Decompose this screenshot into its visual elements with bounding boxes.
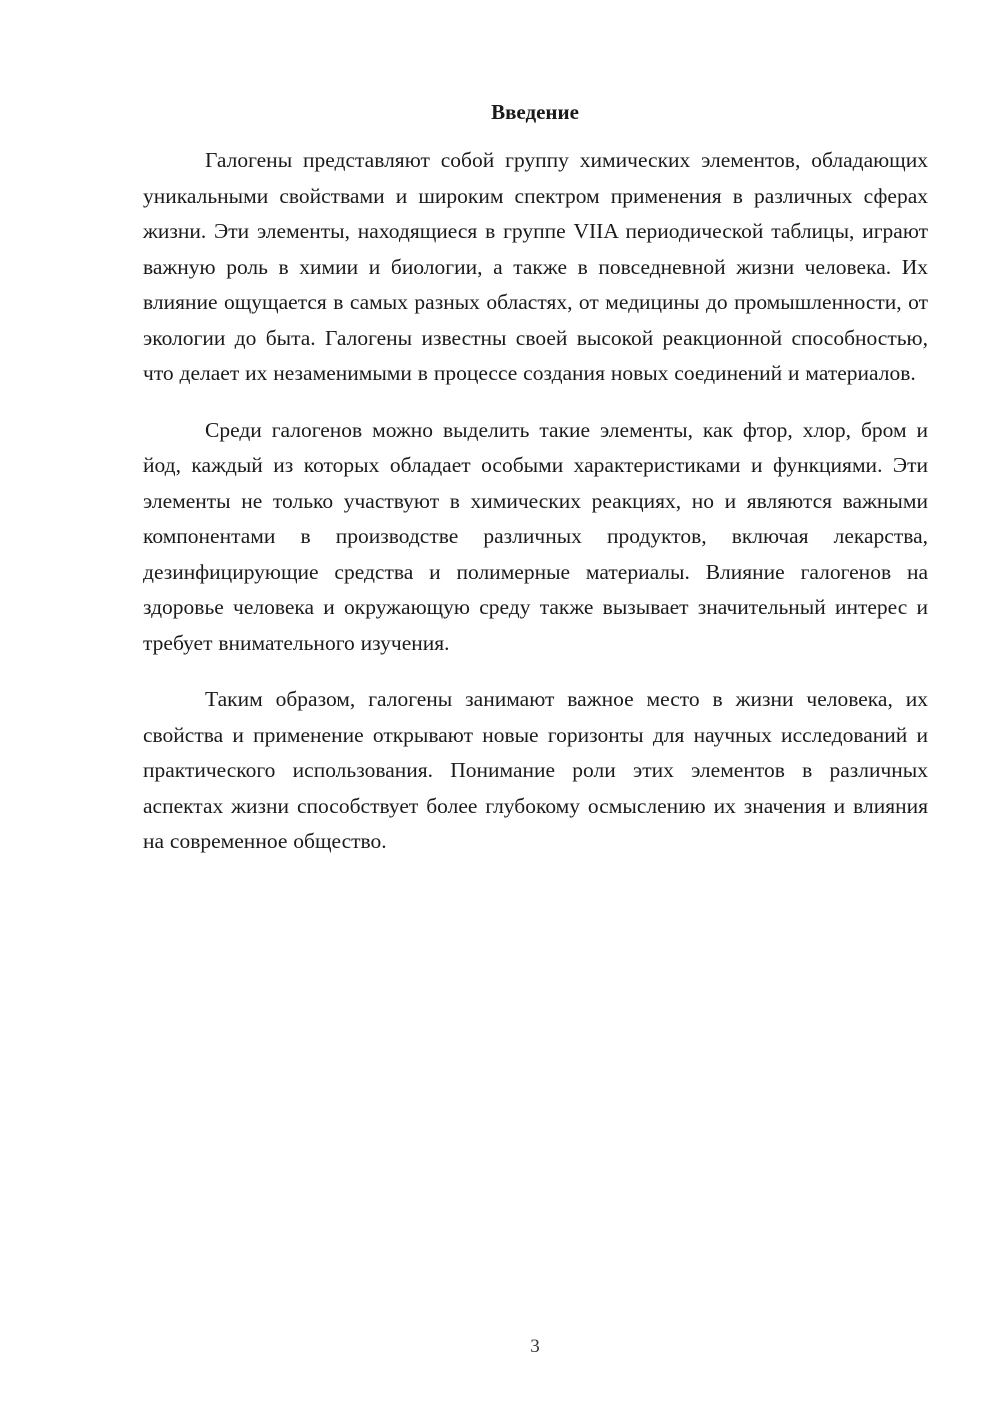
page-title: Введение — [491, 100, 579, 124]
paragraph-3: Таким образом, галогены занимают важное место в жизни человека, их свойства и применение открывают новые горизонты для научных исследований и практического использования. Понимание роли этих элементов в различных аспектах жизни способствует более глубокому осмыслению их значения и влияния на современное общество. — [143, 687, 928, 853]
page-number: 3 — [530, 1336, 540, 1357]
paragraph-1: Галогены представляют собой группу химических элементов, обладающих уникальными свойствами и широким спектром применения в различных сферах жизни. Эти элементы, находящиеся в группе VIIA периодической таблицы, играют важную роль в химии и биологии, а также в повседневной жизни человека. Их влияние ощущается в самых разных областях, от медицины до промышленности, от экологии до быта. Галогены известны своей высокой реакционной способностью, что делает их незаменимыми в процессе создания новых соединений и материалов. — [143, 148, 928, 385]
paragraph-2: Среди галогенов можно выделить такие элементы, как фтор, хлор, бром и йод, каждый из которых обладает особыми характеристиками и функциями. Эти элементы не только участвуют в химических реакциях, но и являются важными компонентами в производстве различных продуктов, включая лекарства, дезинфицирующие средства и полимерные материалы. Влияние галогенов на здоровье человека и окружающую среду также вызывает значительный интерес и требует внимательного изучения. — [143, 417, 928, 655]
document-body — [143, 143, 928, 881]
